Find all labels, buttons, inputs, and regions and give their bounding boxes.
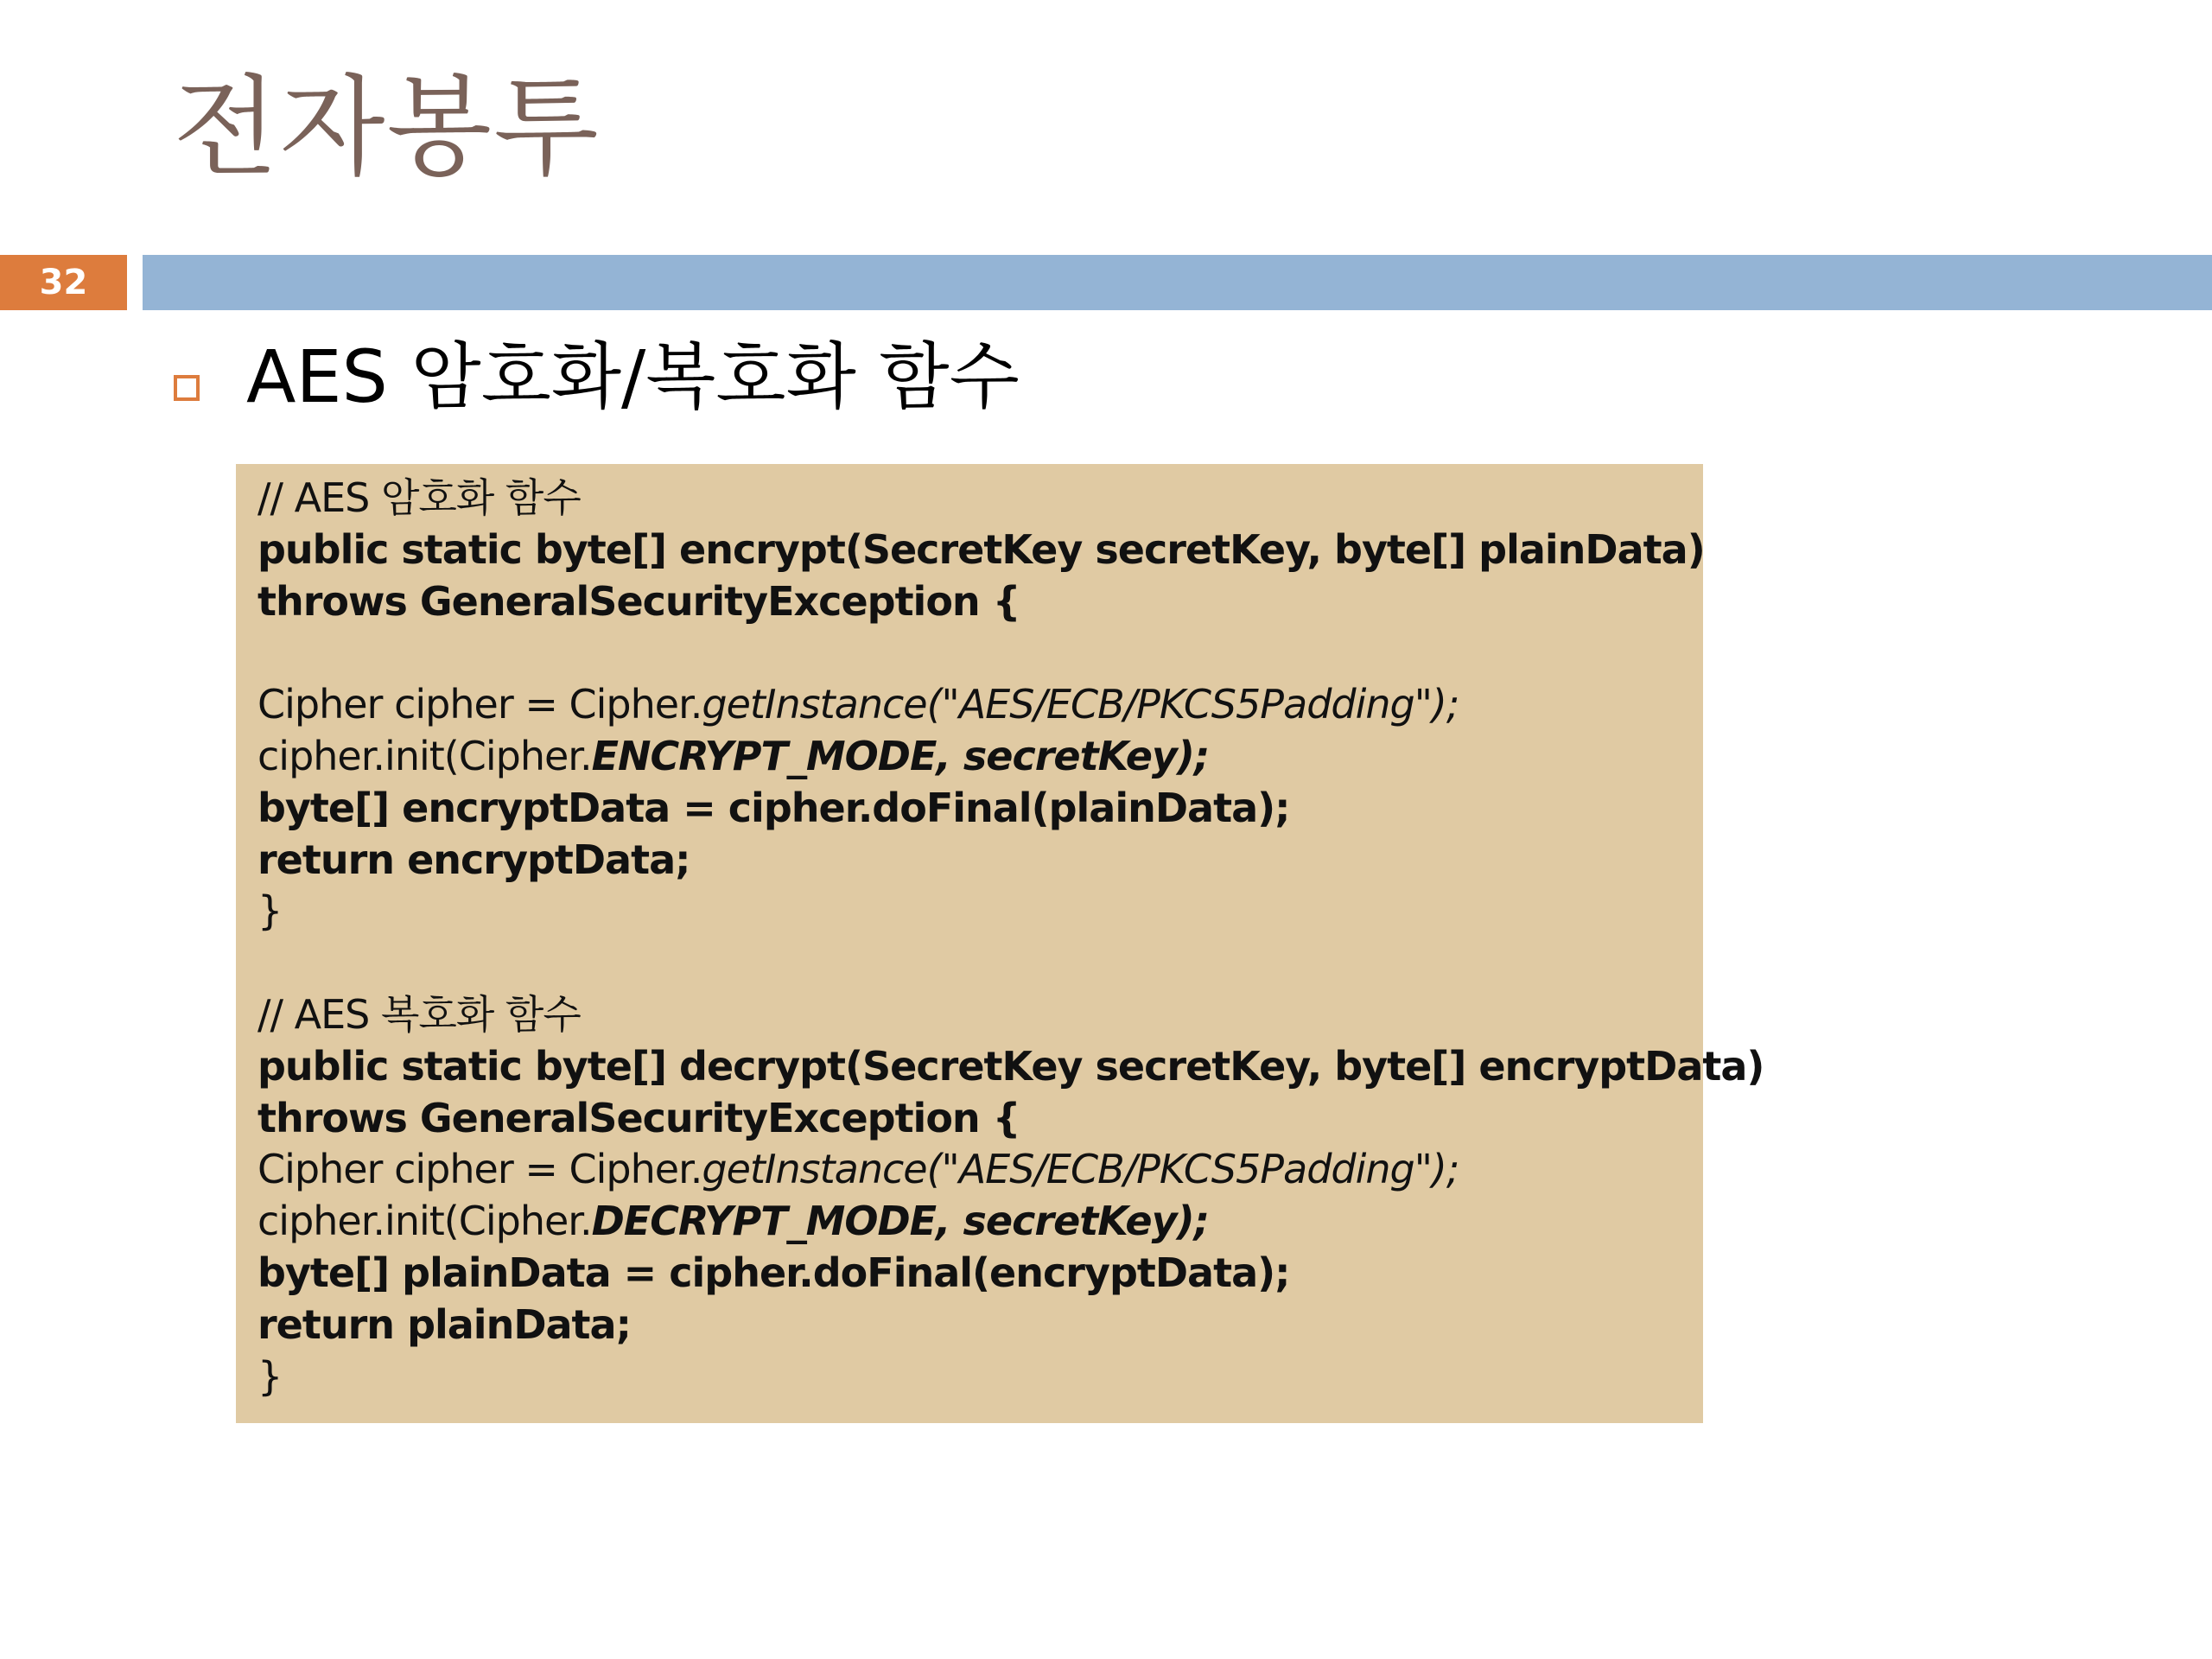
code-decrypt-cipher-line — [257, 1144, 1703, 1196]
code-encrypt-throws: throws GeneralSecurityException { — [257, 577, 1020, 625]
code-encrypt-return: return encryptData; — [257, 836, 690, 883]
code-text: getInstance("AES/ECB/PKCS5Padding"); — [702, 1146, 1459, 1193]
code-block — [236, 464, 1764, 1423]
code-encrypt-close-brace: } — [257, 887, 283, 935]
code-encrypt-cipher-line — [257, 679, 1703, 731]
code-decrypt-signature: public static byte[] decrypt(SecretKey secretKey, byte[] encryptData) — [257, 1042, 1764, 1090]
code-comment-decrypt: // AES 복호화 함수 — [257, 990, 581, 1038]
code-blank-line — [257, 627, 1703, 679]
code-encrypt-init-line — [257, 731, 1703, 783]
code-text: ENCRYPT_MODE, secretKey); — [591, 732, 1210, 779]
code-text: Cipher cipher = Cipher. — [257, 681, 702, 728]
title-divider-bar — [143, 255, 2212, 310]
code-text: DECRYPT_MODE, secretKey); — [591, 1198, 1210, 1245]
code-decrypt-init-line — [257, 1196, 1703, 1248]
code-text: getInstance("AES/ECB/PKCS5Padding"); — [702, 681, 1459, 728]
code-decrypt-return: return plainData; — [257, 1300, 631, 1348]
code-encrypt-signature: public static byte[] encrypt(SecretKey secretKey, byte[] plainData) — [257, 525, 1705, 573]
code-text: cipher.init(Cipher. — [257, 732, 592, 779]
code-encrypt-dofinal: byte[] encryptData = cipher.doFinal(plainData); — [257, 784, 1290, 831]
slide-title: 전자봉투 — [173, 64, 601, 191]
code-text: Cipher cipher = Cipher. — [257, 1146, 702, 1193]
code-decrypt-close-brace: } — [257, 1352, 283, 1400]
code-comment-encrypt: // AES 암호화 함수 — [257, 474, 581, 521]
code-text: cipher.init(Cipher. — [257, 1198, 592, 1245]
page-number: 32 — [0, 255, 127, 310]
code-blank-line — [257, 938, 1703, 989]
bullet-heading: AES 암호화/복호화 함수 — [246, 334, 1020, 419]
square-bullet-icon — [174, 375, 200, 401]
code-decrypt-dofinal: byte[] plainData = cipher.doFinal(encryptData); — [257, 1249, 1290, 1296]
code-decrypt-throws: throws GeneralSecurityException { — [257, 1094, 1020, 1141]
